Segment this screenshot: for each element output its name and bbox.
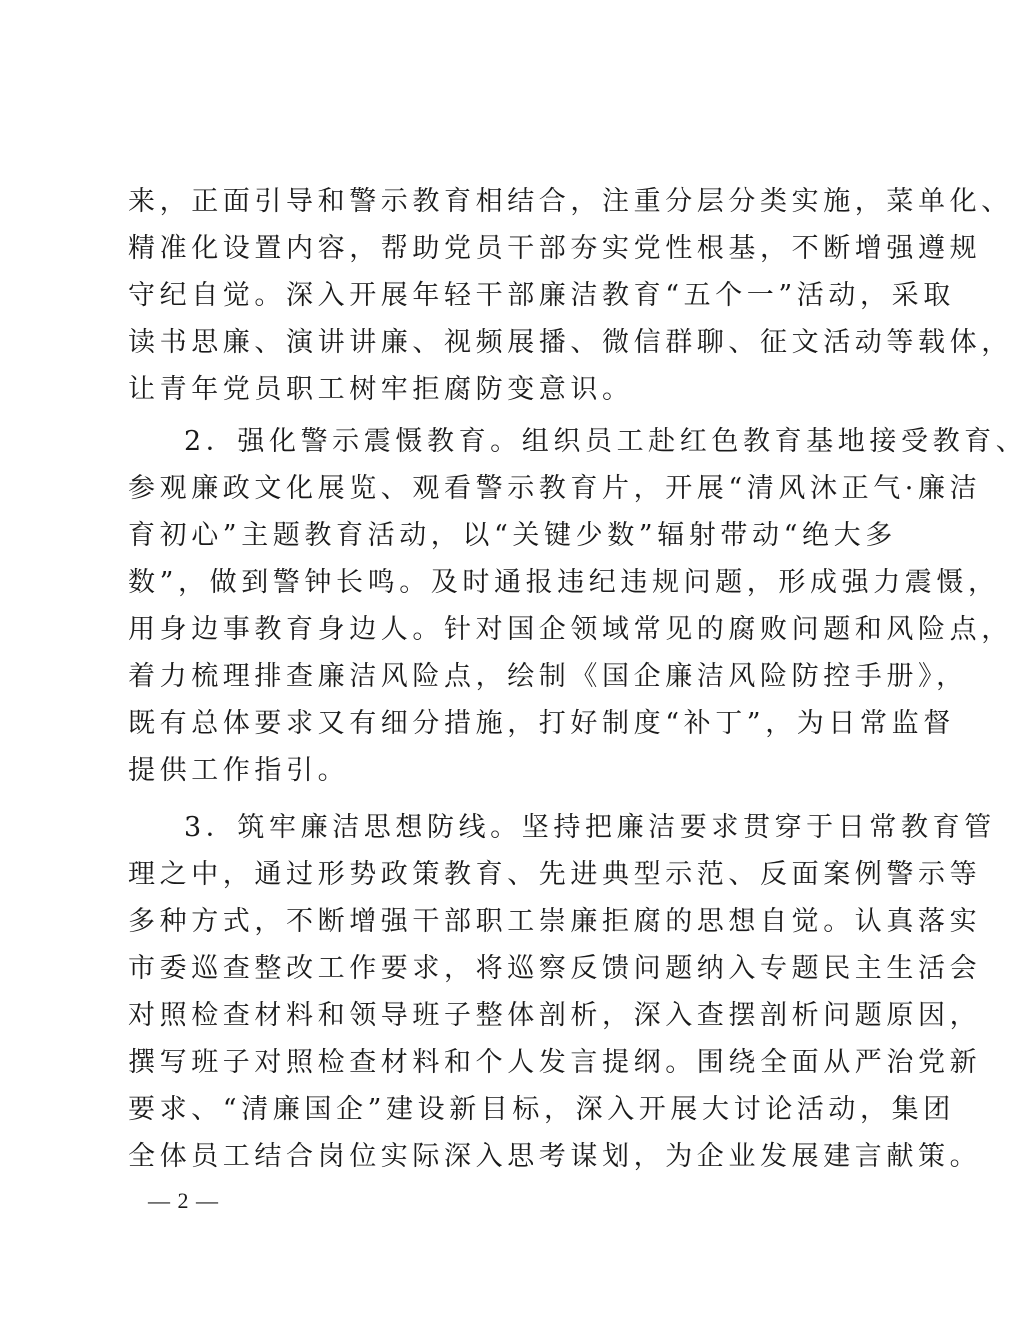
text-line: 读书思廉、演讲讲廉、视频展播、微信群聊、征文活动等载体， <box>128 327 1013 358</box>
text-line: 理之中，通过形势政策教育、先进典型示范、反面案例警示等 <box>128 859 982 890</box>
text-line: 精准化设置内容，帮助党员干部夯实党性根基，不断增强遵规 <box>128 233 982 264</box>
page-number: — 2 — <box>148 1188 219 1213</box>
text-line: 要求、“清廉国企”建设新目标，深入开展大讨论活动，集团 <box>128 1094 955 1125</box>
paragraph-heading-line: 2．强化警示震慑教育。组织员工赴红色教育基地接受教育、 <box>184 426 1027 457</box>
text-line: 守纪自觉。深入开展年轻干部廉洁教育“五个一”活动，采取 <box>128 280 955 311</box>
text-line: 对照检查材料和领导班子整体剖析，深入查摆剖析问题原因， <box>128 1000 982 1031</box>
text-line: 让青年党员职工树牢拒腐防变意识。 <box>128 374 634 405</box>
text-line: 市委巡查整改工作要求，将巡察反馈问题纳入专题民主生活会 <box>128 953 982 984</box>
document-body <box>128 178 1027 1180</box>
text-line: 撰写班子对照检查材料和个人发言提纲。围绕全面从严治党新 <box>128 1047 982 1078</box>
paragraph-heading-line: 3．筑牢廉洁思想防线。坚持把廉洁要求贯穿于日常教育管 <box>184 812 996 843</box>
paragraph-1 <box>128 178 1013 413</box>
text-line: 来，正面引导和警示教育相结合，注重分层分类实施，菜单化、 <box>128 186 1013 217</box>
text-line: 数”，做到警钟长鸣。及时通报违纪违规问题，形成强力震慑， <box>128 567 1000 598</box>
text-line: 着力梳理排查廉洁风险点，绘制《国企廉洁风险防控手册》， <box>128 661 968 692</box>
text-line: 用身边事教育身边人。针对国企领域常见的腐败问题和风险点， <box>128 614 1013 645</box>
text-line: 全体员工结合岗位实际深入思考谋划，为企业发展建言献策。 <box>128 1141 982 1172</box>
text-line: 提供工作指引。 <box>128 755 350 786</box>
text-line: 参观廉政文化展览、观看警示教育片，开展“清风沐正气·廉洁 <box>128 473 982 504</box>
text-line: 多种方式，不断增强干部职工崇廉拒腐的思想自觉。认真落实 <box>128 906 982 937</box>
paragraph-3 <box>128 804 996 1180</box>
text-line: 既有总体要求又有细分措施，打好制度“补丁”，为日常监督 <box>128 708 955 739</box>
paragraph-2 <box>128 418 1027 794</box>
text-line: 育初心”主题教育活动，以“关键少数”辐射带动“绝大多 <box>128 520 897 551</box>
